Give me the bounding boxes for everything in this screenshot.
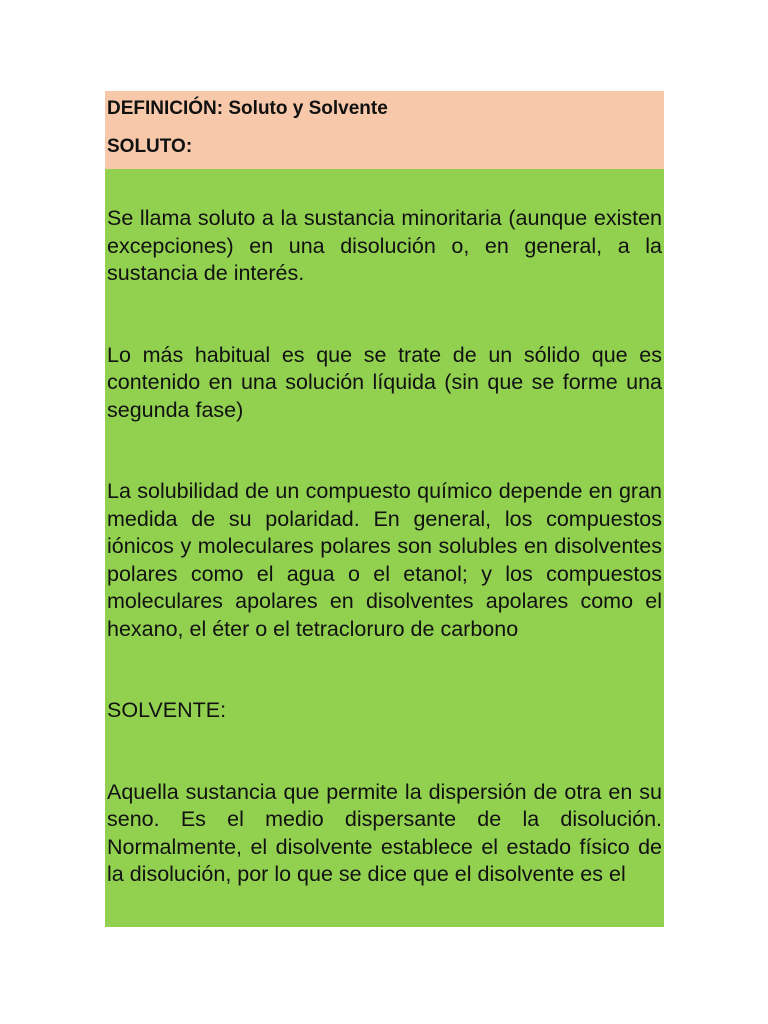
paragraph-soluto-3: La solubilidad de un compuesto químico depende en gran medida de su polaridad. En general, los compuestos iónicos y moleculares polares son solubles en disolventes polares como el agua o el etanol; y los compuestos moleculares apolares en disolventes apolares como el hexano, el éter o el tetracloruro de carbono — [107, 479, 662, 641]
section-title-solvente: SOLVENTE: — [107, 698, 227, 722]
paragraph-solvente-1: Aquella sustancia que permite la dispersión de otra en su seno. Es el medio dispersante de la disolución. Normalmente, el disolvente establece el estado físico de la disolución, por lo que se dice que el disolvente es el — [107, 779, 662, 886]
header-block — [105, 91, 664, 169]
content-block — [105, 169, 664, 927]
section-title-soluto: SOLUTO: — [107, 136, 193, 157]
paragraph-soluto-1: Se llama soluto a la sustancia minoritaria (aunque existen excepciones) en una disolución o, en general, a la sustancia de interés. — [107, 206, 662, 285]
paragraph-soluto-2: Lo más habitual es que se trate de un sólido que es contenido en una solución líquida (sin que se forme una segunda fase) — [107, 342, 662, 422]
document-title: DEFINICIÓN: Soluto y Solvente — [107, 98, 388, 119]
